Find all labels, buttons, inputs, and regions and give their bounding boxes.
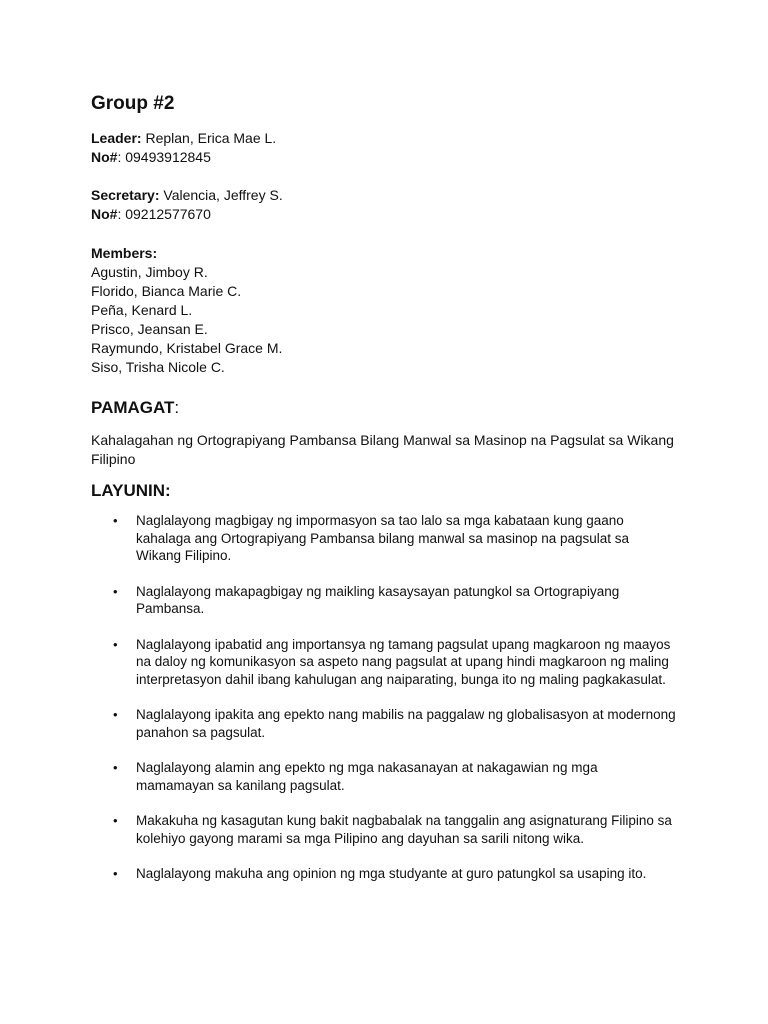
secretary-number-value: : 09212577670 xyxy=(117,206,211,222)
layunin-heading: LAYUNIN: xyxy=(91,481,171,500)
leader-number-label: No# xyxy=(91,149,118,165)
group-title: Group #2 xyxy=(91,93,175,114)
bullet-icon: • xyxy=(113,813,118,828)
bullet-icon: • xyxy=(113,636,118,652)
members-block xyxy=(91,244,282,377)
leader-label: Leader: xyxy=(91,130,142,146)
pamagat-text: Kahalagahan ng Ortograpiyang Pambansa Bilang Manwal sa Masinop na Pagsulat sa Wikang Filipino xyxy=(91,432,674,467)
list-item xyxy=(91,865,691,883)
pamagat-label: PAMAGAT xyxy=(91,398,175,417)
list-item xyxy=(91,706,691,741)
leader-number-line xyxy=(91,148,276,167)
list-item-text: Naglalayong ipabatid ang importansya ng tamang pagsulat upang magkaroon ng maayos na daloy ng komunikasyon sa aspeto nang pagsulat at upang hindi magkaroon ng maling interpretasyon dahil ibang kahulugan ang naiparating, bunga ito ng maling pagkakasulat. xyxy=(136,636,671,687)
list-item xyxy=(91,583,691,618)
list-item xyxy=(91,759,691,794)
secretary-label: Secretary: xyxy=(91,187,160,203)
bullet-icon: • xyxy=(113,513,118,528)
member-item: Siso, Trisha Nicole C. xyxy=(91,359,225,375)
list-item xyxy=(91,812,691,847)
list-item xyxy=(91,636,691,689)
bullet-icon: • xyxy=(113,583,118,599)
leader-block xyxy=(91,129,276,167)
member-item: Prisco, Jeansan E. xyxy=(91,321,208,337)
bullet-icon: • xyxy=(113,760,118,775)
leader-line xyxy=(91,129,276,148)
secretary-line xyxy=(91,186,283,205)
list-item-text: Naglalayong magbigay ng impormasyon sa tao lalo sa mga kabataan kung gaano kahalaga ang Ortograpiyang Pambansa bilang manwal sa masinop na pagsulat sa Wikang Filipino. xyxy=(136,513,630,563)
bullet-icon: • xyxy=(113,707,118,722)
layunin-list xyxy=(91,512,691,901)
leader-name: Replan, Erica Mae L. xyxy=(141,130,277,146)
list-item-text: Naglalayong alamin ang epekto ng mga nakasanayan at nakagawian ng mga mamamayan sa kanilang pagsulat. xyxy=(136,760,598,793)
list-item-text: Makakuha ng kasagutan kung bakit nagbabalak na tanggalin ang asignaturang Filipino sa kolehiyo gayong marami sa mga Pilipino ang dayuhan sa sarili nitong wika. xyxy=(136,813,672,846)
member-item: Florido, Bianca Marie C. xyxy=(91,283,242,299)
member-item: Agustin, Jimboy R. xyxy=(91,264,208,280)
list-item-text: Naglalayong makuha ang opinion ng mga studyante at guro patungkol sa usaping ito. xyxy=(136,866,647,881)
secretary-block xyxy=(91,186,283,224)
bullet-icon: • xyxy=(113,866,118,881)
list-item-text: Naglalayong makapagbigay ng maikling kasaysayan patungkol sa Ortograpiyang Pambansa. xyxy=(136,583,620,616)
list-item-text: Naglalayong ipakita ang epekto nang mabilis na paggalaw ng globalisasyon at modernong panahon sa pagsulat. xyxy=(136,707,676,740)
leader-number-value: : 09493912845 xyxy=(117,149,211,165)
secretary-number-line xyxy=(91,205,283,224)
member-item: Raymundo, Kristabel Grace M. xyxy=(91,340,283,356)
secretary-name: Valencia, Jeffrey S. xyxy=(159,187,283,203)
secretary-number-label: No# xyxy=(91,206,118,222)
member-item: Peña, Kenard L. xyxy=(91,302,193,318)
members-label: Members: xyxy=(91,245,158,261)
list-item xyxy=(91,512,691,565)
pamagat-colon: : xyxy=(174,398,180,417)
pamagat-heading xyxy=(91,398,179,418)
